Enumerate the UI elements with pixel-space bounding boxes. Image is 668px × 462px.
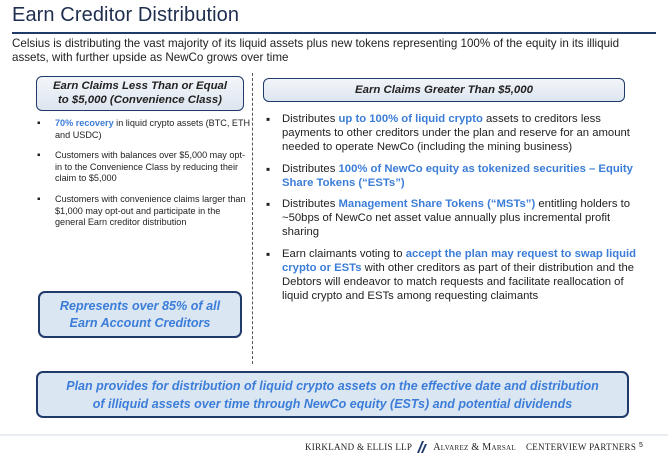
right-column-heading: Earn Claims Greater Than $5,000 bbox=[263, 78, 625, 102]
right-bullet-post: entitling holders to ~50bps of NewCo net asset value annually plus incremental profit sharing bbox=[282, 198, 631, 239]
left-callout-line1: Represents over 85% of all bbox=[59, 298, 221, 313]
left-callout-box bbox=[38, 291, 242, 338]
column-divider bbox=[252, 73, 253, 364]
left-heading-line1: Earn Claims Less Than or Equal bbox=[52, 80, 228, 92]
bottom-callout-box bbox=[36, 371, 629, 418]
footer-firms bbox=[305, 441, 636, 453]
alvarez-marsal-logo-text: Alvarez & Marsal bbox=[433, 441, 516, 453]
centerview-logo-text: CENTERVIEW PARTNERS bbox=[525, 442, 637, 452]
left-bullet-text: Customers with balances over $5,000 may opt-in to the Convenience Class by reducing their claim to $5,000 bbox=[55, 150, 246, 184]
left-bullet-item bbox=[30, 118, 252, 141]
right-bullet-item bbox=[264, 162, 650, 190]
left-callout-line2: Earn Account Creditors bbox=[69, 315, 211, 330]
left-bullet-list bbox=[30, 118, 252, 238]
kirkland-ellis-logo-text: KIRKLAND & ELLIS LLP bbox=[305, 442, 413, 452]
right-bullet-item bbox=[264, 112, 650, 155]
left-bullet-text: Customers with convenience claims larger than $1,000 may opt-out and participate in the general Earn creditor distribution bbox=[55, 193, 246, 228]
left-bullet-item bbox=[30, 194, 252, 229]
bottom-callout-line2: of illiquid assets over time through NewCo equity (ESTs) and potential dividends bbox=[92, 396, 573, 411]
right-bullet-highlight: accept the plan may request to swap liquid crypto or ESTs bbox=[282, 247, 637, 274]
right-bullet-item bbox=[264, 197, 650, 240]
right-bullet-pre: Distributes bbox=[282, 162, 339, 175]
page-title: Earn Creditor Distribution bbox=[12, 4, 240, 26]
title-underline bbox=[12, 32, 656, 34]
right-bullet-item bbox=[264, 247, 650, 304]
right-bullet-pre: Distributes bbox=[282, 198, 339, 211]
left-bullet-text: in liquid crypto assets (BTC, ETH and USDC) bbox=[55, 118, 251, 140]
right-bullet-highlight: 100% of NewCo equity as tokenized securities – Equity Share Tokens (“ESTs”) bbox=[282, 162, 633, 189]
left-heading-line2: to $5,000 (Convenience Class) bbox=[58, 93, 222, 106]
left-column-heading bbox=[36, 76, 244, 111]
right-bullet-pre: Distributes bbox=[282, 113, 339, 125]
left-bullet-highlight: 70% recovery bbox=[55, 118, 114, 128]
bottom-callout-line1: Plan provides for distribution of liquid crypto assets on the effective date and distribution bbox=[66, 378, 599, 393]
right-bullet-pre: Earn claimants voting to bbox=[282, 247, 406, 260]
left-bullet-item bbox=[30, 150, 252, 185]
page-number: 5 bbox=[639, 442, 643, 449]
footer-divider bbox=[0, 434, 668, 436]
page-subtitle: Celsius is distributing the vast majority of its liquid assets plus new tokens representing 100% of the equity in its illiquid assets, with further upside as NewCo grows over time bbox=[12, 37, 620, 64]
right-bullet-list bbox=[264, 112, 650, 310]
right-bullet-highlight: Management Share Tokens (“MSTs”) bbox=[338, 198, 536, 211]
right-bullet-highlight: up to 100% of liquid crypto bbox=[338, 113, 483, 125]
right-bullet-post: with other creditors as part of their distribution and the Debtors will endeavor to match requests and facilitate reallocation of liquid crypto and ESTs among requesting claimants bbox=[282, 261, 635, 303]
alvarez-marsal-logo-icon bbox=[417, 441, 428, 453]
right-bullet-post: assets to creditors less payments to other creditors under the plan and reserve for an amount needed to operate NewCo (including the mining business) bbox=[282, 113, 630, 154]
